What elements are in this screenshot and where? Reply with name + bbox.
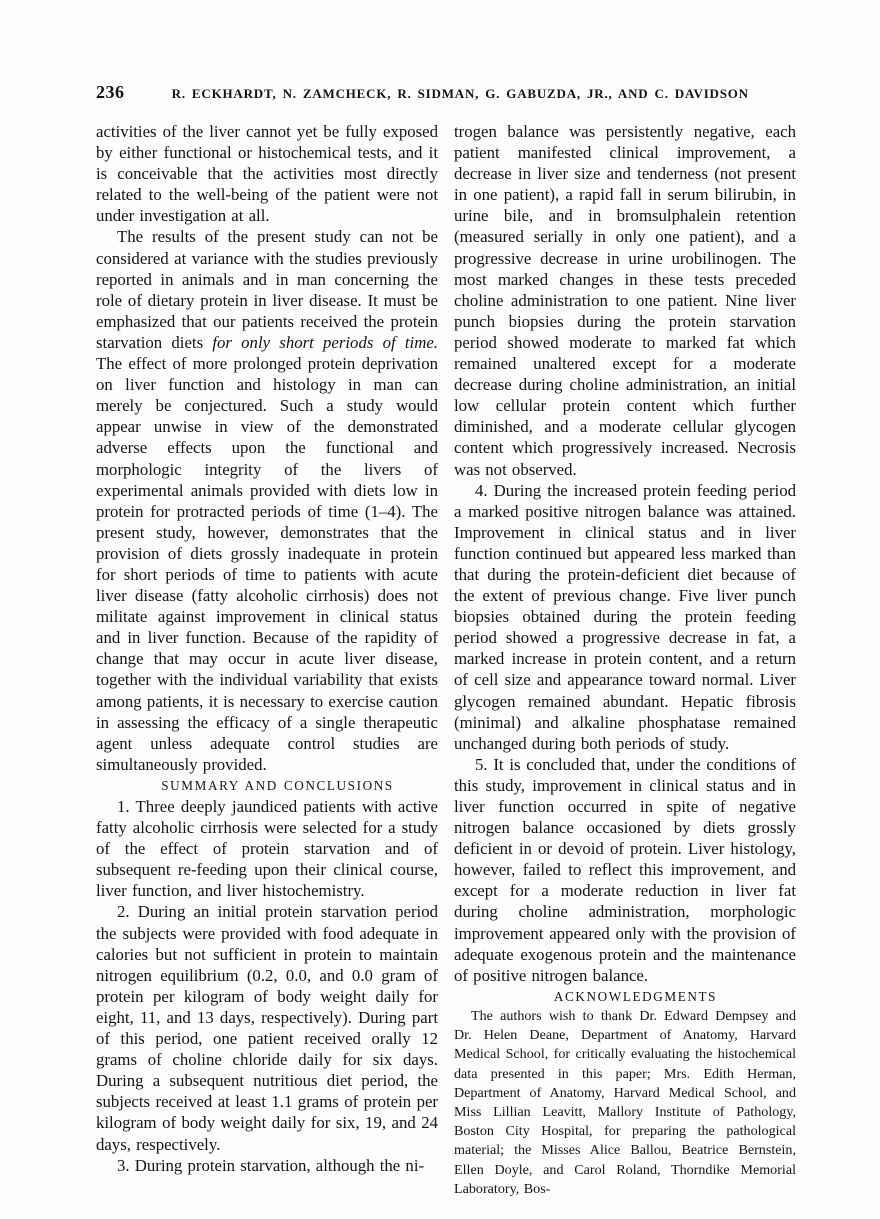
summary-item-3-continuation: trogen balance was persistently negative, each patient manifested clinical improvement, a decrease in liver size and tenderness (not present in one patient), a rapid fall in serum bilirubin, in urine bile, and in bromsulphalein retention (measured serially in only one patient), and a progressive decrease in urine urobilinogen. The most marked changes in these tests preceded choline administration to one patient. Nine liver punch biopsies during the protein starvation period showed moderate to marked fat which remained unaltered except for a moderate decrease during choline administration, an initial low cellular protein content which further diminished, and a moderate cellular glycogen content which progressively increased. Necrosis was not observed. xyxy=(454,122,796,479)
acknowledgments-paragraph: The authors wish to thank Dr. Edward Dempsey and Dr. Helen Deane, Department of Anatomy, Harvard Medical School, for critically evaluating the histochemical data presented in this paper; Mrs. Edith Herman, Department of Anatomy, Harvard Medical School, and Miss Lillian Leavitt, Mallory Institute of Pathology, Boston City Hospital, for preparing the pathological material; the Misses Alice Ballou, Beatrice Bernstein, Ellen Doyle, and Carol Roland, Thorndike Memorial Laboratory, Bos- xyxy=(454,1007,796,1197)
summary-item-3-start: 3. During protein starvation, although the ni- xyxy=(117,1155,425,1175)
right-column xyxy=(454,121,796,1199)
page-header xyxy=(96,82,796,103)
summary-heading: SUMMARY AND CONCLUSIONS xyxy=(161,777,394,793)
acknowledgments-section xyxy=(454,1007,796,1199)
summary-item-4: 4. During the increased protein feeding period a marked positive nitrogen balance was attained. Improvement in clinical status and in liver function continued but appeared less marked than that during the protein-deficient diet because of the extent of previous change. Five liver punch biopsies obtained during the protein feeding period showed a progressive decrease in fat, a marked increase in protein content, and a return of cell size and appearance toward normal. Liver glycogen remained abundant. Hepatic fibrosis (minimal) and alkaline phosphatase remained unchanged during both periods of study. xyxy=(454,480,796,753)
summary-item-5: 5. It is concluded that, under the conditions of this study, improvement in clinical status and in liver function occurred in spite of negative nitrogen balance occasioned by diets grossly deficient in or devoid of protein. Liver histology, however, failed to reflect this improvement, and except for a moderate reduction in liver fat during choline administration, morphologic improvement appeared only with the provision of adequate exogenous protein and the maintenance of positive nitrogen balance. xyxy=(454,754,796,985)
page-number: 236 xyxy=(96,82,125,102)
running-head-authors: R. ECKHARDT, N. ZAMCHECK, R. SIDMAN, G. GABUZDA, JR., AND C. DAVIDSON xyxy=(171,86,749,101)
paragraph-results-pre: The results of the present study can not be considered at variance with the studies previously reported in animals and in man concerning the role of dietary protein in liver disease. It must be emphasized that our patients received the protein starvation diets xyxy=(96,227,438,352)
paragraph-continuation: activities of the liver cannot yet be fully exposed by either functional or histochemical tests, and it is conceivable that the activities most directly related to the well-being of the patient were not under investigation at all. xyxy=(96,122,438,226)
summary-item-2: 2. During an initial protein starvation period the subjects were provided with food adequate in calories but not sufficient in protein to maintain nitrogen equilibrium (0.2, 0.0, and 0.0 gram of protein per kilogram of body weight daily for eight, 11, and 13 days, respectively). During part of this period, one patient received orally 12 grams of choline chloride daily for six days. During a subsequent nutritious diet period, the subjects received at least 1.1 grams of protein per kilogram of body weight daily for six, 19, and 24 days, respectively. xyxy=(96,902,438,1154)
paragraph-results-post: The effect of more prolonged protein deprivation on liver function and histology in man can merely be conjectured. Such a study would appear unwise in view of the demonstrated adverse effects upon the functional and morphologic integrity of the livers of experimental animals provided with diets low in protein for protracted periods of time (1–4). The present study, however, demonstrates that the provision of diets grossly inadequate in protein for short periods of time to patients with acute liver disease (fatty alcoholic cirrhosis) does not militate against improvement in clinical status and in liver function. Because of the rapidity of change that may occur in acute liver disease, together with the individual variability that exists among patients, it is necessary to exercise caution in assessing the efficacy of a single therapeutic agent unless adequate control studies are simultaneously provided. xyxy=(96,354,438,774)
emphasized-phrase: for only short periods of time. xyxy=(212,332,438,352)
two-column-body xyxy=(96,121,796,1199)
acknowledgments-heading: ACKNOWLEDGMENTS xyxy=(553,988,718,1004)
left-column xyxy=(96,121,438,1199)
summary-item-1: 1. Three deeply jaundiced patients with active fatty alcoholic cirrhosis were selected for a study of the effect of protein starvation and of subsequent re-feeding upon their clinical course, liver function, and liver histochemistry. xyxy=(96,797,438,901)
paragraph-results xyxy=(96,226,438,774)
